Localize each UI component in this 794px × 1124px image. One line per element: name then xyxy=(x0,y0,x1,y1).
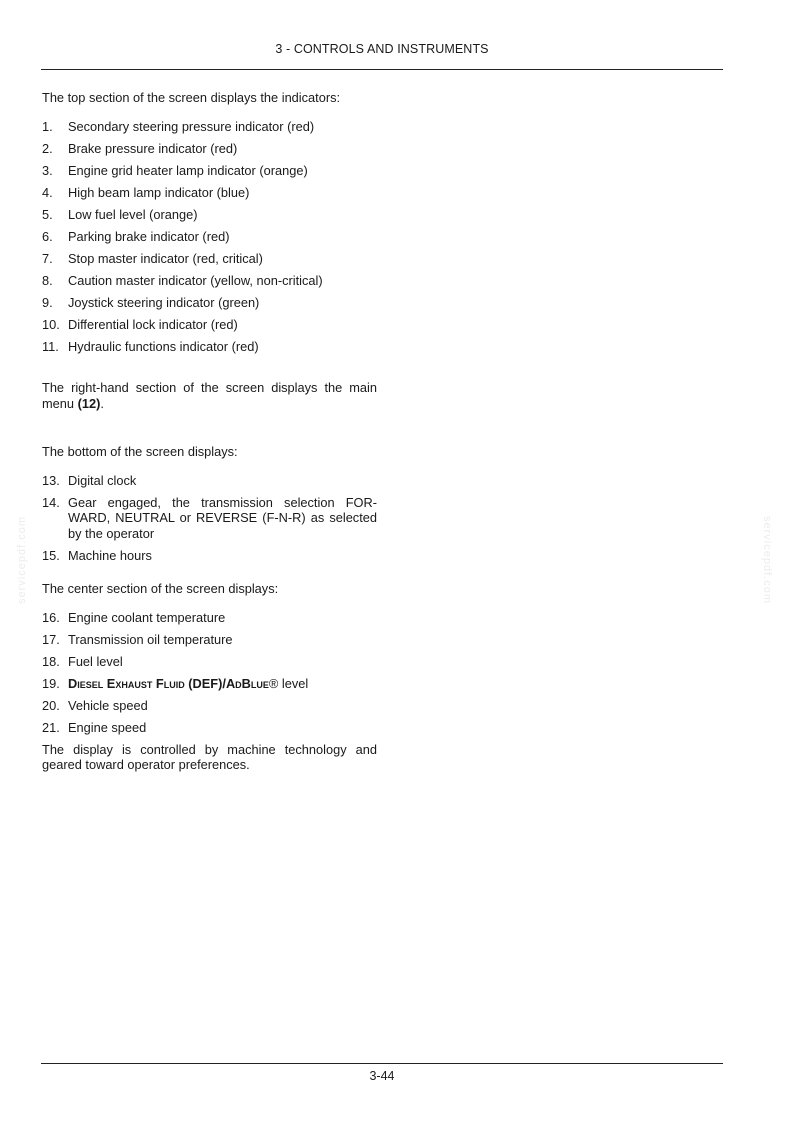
list-item xyxy=(42,610,377,626)
main-menu-ref: (12) xyxy=(77,395,101,411)
list-item xyxy=(42,720,377,736)
closing-paragraph: The display is controlled by machine technology and geared toward operator preferences. xyxy=(42,741,377,772)
item-number: 2. xyxy=(42,140,53,156)
list-item xyxy=(42,141,377,157)
item-number: 11. xyxy=(42,338,59,354)
footer-rule xyxy=(41,1063,723,1064)
list-item xyxy=(42,473,377,489)
item-number: 21. xyxy=(42,719,60,735)
item-number: 6. xyxy=(42,228,53,244)
item-text: Engine coolant temperature xyxy=(68,609,226,625)
list-item xyxy=(42,548,377,564)
indicators-list xyxy=(42,119,377,355)
center-list xyxy=(42,610,377,736)
list-item xyxy=(42,163,377,179)
list-item xyxy=(42,119,377,135)
list-item xyxy=(42,495,377,542)
item-text: High beam lamp indicator (blue) xyxy=(68,184,250,200)
right-hand-paragraph xyxy=(42,380,377,411)
item-text: Differential lock indicator (red) xyxy=(68,316,238,332)
item-number: 15. xyxy=(42,547,60,563)
def-level-suffix: ® level xyxy=(268,675,309,691)
list-item xyxy=(42,229,377,245)
item-text: Hydraulic functions indicator (red) xyxy=(68,338,259,354)
watermark-left: servicepdf.com xyxy=(16,516,28,604)
item-text xyxy=(68,676,377,692)
item-text: Joystick steering indicator (green) xyxy=(68,294,260,310)
item-number: 16. xyxy=(42,609,60,625)
item-text: Transmission oil temperature xyxy=(68,631,233,647)
list-item xyxy=(42,273,377,289)
item-number: 7. xyxy=(42,250,53,266)
list-item xyxy=(42,698,377,714)
page-header-title: 3 - CONTROLS AND INSTRUMENTS xyxy=(275,42,489,56)
item-number: 3. xyxy=(42,162,53,178)
item-text: Stop master indicator (red, critical) xyxy=(68,250,263,266)
indicators-intro: The top section of the screen displays the indicators: xyxy=(42,90,341,105)
center-intro: The center section of the screen displays: xyxy=(42,581,279,596)
item-text: Engine grid heater lamp indicator (orange) xyxy=(68,162,308,178)
item-number: 19. xyxy=(42,675,60,691)
item-number: 14. xyxy=(42,494,60,510)
bottom-list xyxy=(42,473,377,564)
list-item xyxy=(42,295,377,311)
item-text: Vehicle speed xyxy=(68,697,148,713)
list-item xyxy=(42,317,377,333)
list-item xyxy=(42,654,377,670)
right-hand-end: . xyxy=(100,395,104,411)
page-number: 3-44 xyxy=(369,1069,395,1083)
list-item xyxy=(42,676,377,692)
item-number: 17. xyxy=(42,631,60,647)
list-item xyxy=(42,207,377,223)
item-number: 1. xyxy=(42,118,53,134)
item-number: 10. xyxy=(42,316,60,332)
content-column xyxy=(42,90,377,773)
item-text: Caution master indicator (yellow, non-critical) xyxy=(68,272,323,288)
list-item xyxy=(42,251,377,267)
right-hand-text: The right-hand section of the screen displays the main menu xyxy=(42,380,377,411)
list-item xyxy=(42,632,377,648)
item-text: Brake pressure indicator (red) xyxy=(68,140,238,156)
watermark-right: servicepdf.com xyxy=(761,516,773,604)
item-number: 5. xyxy=(42,206,53,222)
list-item xyxy=(42,339,377,355)
def-adblue-term: Diesel Exhaust Fluid (DEF)/AdBlue xyxy=(68,675,269,691)
item-text: Machine hours xyxy=(68,547,152,563)
item-number: 4. xyxy=(42,184,53,200)
item-text: Secondary steering pressure indicator (red) xyxy=(68,118,315,134)
item-text: Low fuel level (orange) xyxy=(68,206,198,222)
bottom-intro: The bottom of the screen displays: xyxy=(42,444,238,459)
item-number: 9. xyxy=(42,294,53,310)
item-text: Gear engaged, the transmission selection FOR-WARD, NEUTRAL or REVERSE (F-N-R) as selected by the operator xyxy=(68,494,377,541)
item-text: Engine speed xyxy=(68,719,147,735)
item-number: 8. xyxy=(42,272,53,288)
list-item xyxy=(42,185,377,201)
item-number: 18. xyxy=(42,653,60,669)
header-rule xyxy=(41,69,723,70)
item-text: Fuel level xyxy=(68,653,123,669)
item-text: Digital clock xyxy=(68,472,137,488)
item-number: 13. xyxy=(42,472,60,488)
item-number: 20. xyxy=(42,697,60,713)
item-text: Parking brake indicator (red) xyxy=(68,228,230,244)
